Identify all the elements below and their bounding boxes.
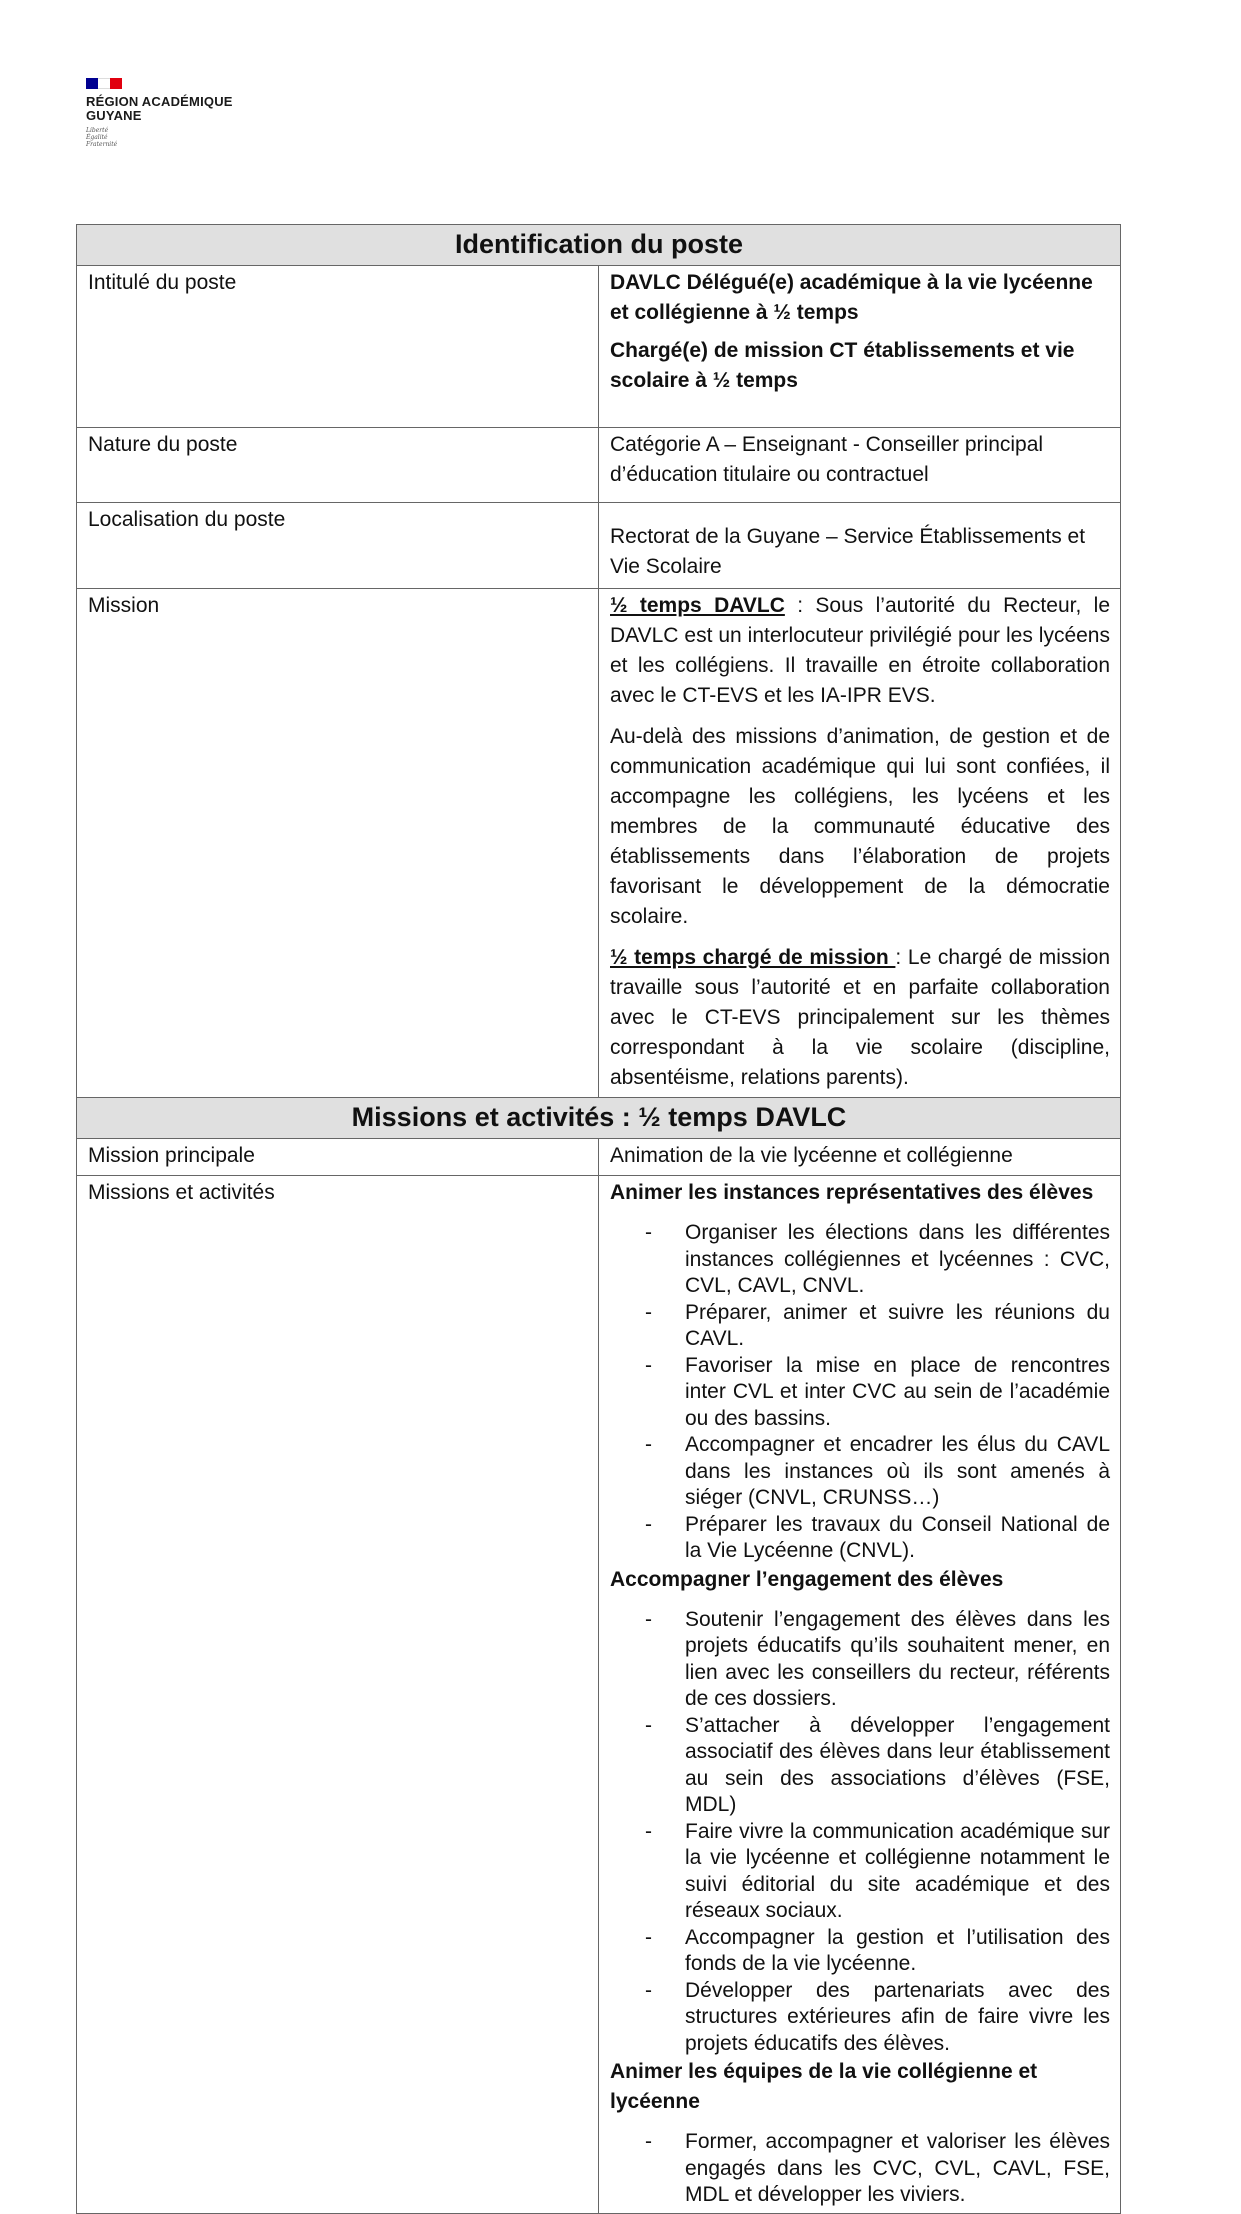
label-activites: Missions et activités: [77, 1176, 599, 2214]
value-intitule: [599, 266, 1121, 428]
value-principale: Animation de la vie lycéenne et collégienne: [599, 1139, 1121, 1176]
activity-group-heading: Accompagner l’engagement des élèves: [610, 1567, 1004, 1591]
activity-list: [610, 1220, 1110, 1565]
label-mission: Mission: [77, 589, 599, 1098]
section-title-identification: Identification du poste: [77, 225, 1121, 266]
value-nature: Catégorie A – Enseignant - Conseiller principal d’éducation titulaire ou contractuel: [599, 428, 1121, 503]
section-title-missions: Missions et activités : ½ temps DAVLC: [77, 1098, 1121, 1139]
logo-line-1: RÉGION ACADÉMIQUE: [86, 94, 233, 109]
label-localisation: Localisation du poste: [77, 503, 599, 589]
logo-motto: Liberté Égalité Fraternité: [86, 127, 118, 148]
activity-list: [610, 2129, 1110, 2209]
mission-p1-heading: ½ temps DAVLC: [610, 594, 785, 617]
label-nature: Nature du poste: [77, 428, 599, 503]
list-item: - Développer des partenariats avec des structures extérieures afin de faire vivre les projets éducatifs des élèves.: [685, 1978, 1110, 2058]
value-localisation: Rectorat de la Guyane – Service Établissements et Vie Scolaire: [599, 503, 1121, 589]
list-item: - Soutenir l’engagement des élèves dans les projets éducatifs qu’ils souhaitent mener, en lien avec les conseillers du recteur, référents de ces dossiers.: [685, 1607, 1110, 1713]
value-activites: [599, 1176, 1121, 2214]
table-row: [77, 503, 1121, 589]
mission-paragraph-1: ½ temps DAVLC : Sous l’autorité du Recteur, le DAVLC est un interlocuteur privilégié pour les lycéens et les collégiens. Il travaille en étroite collaboration avec le CT-EVS et les IA-IPR EVS.: [610, 594, 1110, 707]
list-item: - Préparer les travaux du Conseil National de la Vie Lycéenne (CNVL).: [685, 1512, 1110, 1565]
table-row: [77, 1139, 1121, 1176]
activity-group-heading: Animer les équipes de la vie collégienne et lycéenne: [610, 2060, 1038, 2113]
activity-list: [610, 1607, 1110, 2058]
list-item: - Faire vivre la communication académique sur la vie lycéenne et collégienne notamment le suivi éditorial du site académique et des réseaux sociaux.: [685, 1819, 1110, 1925]
logo: [86, 78, 256, 148]
mission-paragraph-2: Au-delà des missions d’animation, de gestion et de communication académique qui lui sont confiées, il accompagne les collégiens, les lycéens et les membres de la communauté éducative des établissements dans l’élaboration de projets favorisant le développement de la démocratie scolaire.: [610, 725, 1110, 928]
job-description-table: [76, 224, 1121, 2214]
list-item: - Préparer, animer et suivre les réunions du CAVL.: [685, 1300, 1110, 1353]
table-row: [77, 428, 1121, 503]
list-item: - Accompagner et encadrer les élus du CAVL dans les instances où ils sont amenés à siéger (CNVL, CRUNSS…): [685, 1432, 1110, 1512]
table-row: [77, 1176, 1121, 2214]
post-title-2: Chargé(e) de mission CT établissements et vie scolaire à ½ temps: [610, 339, 1075, 392]
activity-group-heading: Animer les instances représentatives des élèves: [610, 1181, 1094, 1204]
table-row: [77, 589, 1121, 1098]
post-title-1: DAVLC Délégué(e) académique à la vie lycéenne et collégienne à ½ temps: [610, 271, 1093, 324]
label-principale: Mission principale: [77, 1139, 599, 1176]
logo-line-2: GUYANE: [86, 108, 142, 123]
mission-paragraph-3: ½ temps chargé de mission : Le chargé de mission travaille sous l’autorité et en parfaite collaboration avec le CT-EVS principalement sur les thèmes correspondant à la vie scolaire (discipline, absentéisme, relations parents).: [610, 946, 1110, 1089]
list-item: - Accompagner la gestion et l’utilisation des fonds de la vie lycéenne.: [685, 1925, 1110, 1978]
list-item: - Favoriser la mise en place de rencontres inter CVL et inter CVC au sein de l’académie ou des bassins.: [685, 1353, 1110, 1433]
list-item: - Former, accompagner et valoriser les élèves engagés dans les CVC, CVL, CAVL, FSE, MDL et développer les viviers.: [685, 2129, 1110, 2209]
value-mission: [599, 589, 1121, 1098]
flag-icon: [86, 78, 122, 89]
list-item: - S’attacher à développer l’engagement associatif des élèves dans leur établissement au sein des associations d’élèves (FSE, MDL): [685, 1713, 1110, 1819]
mission-p3-heading: ½ temps chargé de mission: [610, 946, 896, 969]
table-row: [77, 266, 1121, 428]
list-item: - Organiser les élections dans les différentes instances collégiennes et lycéennes : CVC, CVL, CAVL, CNVL.: [685, 1220, 1110, 1300]
label-intitule: Intitulé du poste: [77, 266, 599, 428]
